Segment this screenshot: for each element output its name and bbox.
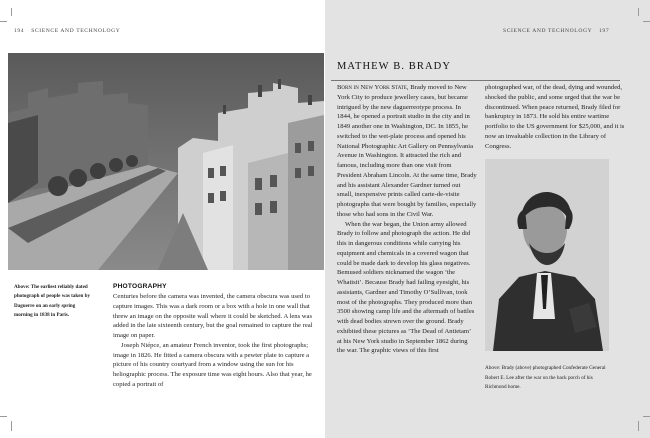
left-page-number: 194 — [14, 28, 25, 34]
photo-caption: Above: The earliest reliably dated photograph of people was taken by Daguerre on an early spring morning in 1838 in Paris. — [14, 284, 90, 319]
title-rule — [331, 80, 620, 81]
brady-column-1 — [337, 83, 477, 356]
crop-mark — [643, 416, 650, 417]
paragraph: When the war began, the Union army allowed Brady to follow and photograph the action. He did this in dangerous conditions while carrying his equipment and chemicals in a covered wagon that could be made dark to develop his glass negatives. Bemused soldiers nicknamed the wagon ‘the Whatisit’. Because Brady had failing eyesight, his assistants, Gardner and Timothy O’Sullivan, took most of the photographs. They produced more than 3500 showing camp life and the aftermath of battles with dead bodies strewn over the ground. Brady exhibited these pictures as ‘The Dead of Antietam’ at his New York studio in September 1862 during the war. The graphic views of this first — [337, 220, 475, 355]
daguerre-street-photograph — [8, 53, 324, 270]
portrait-graphic — [485, 159, 609, 351]
left-running-head — [14, 28, 120, 34]
boulevard-scene-graphic — [8, 53, 324, 270]
crop-mark — [11, 8, 12, 16]
crop-mark — [638, 8, 639, 16]
right-page-number: 197 — [599, 28, 610, 34]
left-running-title: SCIENCE AND TECHNOLOGY — [31, 28, 121, 34]
brady-column-2 — [485, 83, 625, 151]
paragraph: photographed war, of the dead, dying and wounded, shocked the public, and some urged that the war be discontinued. When peace returned, Brady filed for bankruptcy in 1873. He sold his entire wartime portfolio to the US government for $25,000, and it is now an invaluable collection in the Library of Congress. — [485, 84, 625, 150]
paragraph: Centuries before the camera was invented, the camera obscura was used to capture images. This was a dark room or a box with a hole in one wall that threw an image on the opposite wall where it could be sketched. A lens was added in the late sixteenth century, but the goal remained to capture the real image on paper. — [113, 293, 313, 339]
paragraph: Joseph Niépce, an amateur French inventor, took the first photographs; image in 1826. He fitted a camera obscura with a pewter plate to capture a picture of his country courtyard from a window using the sun for his heliographic process. The exposure time was eight hours. Also that year, he copied a portrait of — [113, 341, 312, 388]
brady-portrait-photograph — [485, 159, 609, 351]
paragraph — [337, 83, 477, 220]
portrait-caption: Above: Brady (above) photographed Confederate General Robert E. Lee after the war on the back porch of his Richmond home. — [485, 365, 606, 391]
section-heading-photography: PHOTOGRAPHY — [113, 283, 167, 290]
crop-mark — [643, 21, 650, 22]
photography-body — [113, 292, 321, 390]
crop-mark — [638, 421, 639, 431]
crop-mark — [0, 416, 7, 417]
right-running-title: SCIENCE AND TECHNOLOGY — [503, 28, 593, 34]
article-title: MATHEW B. BRADY — [337, 61, 452, 72]
lead-in: Born in New York State, — [337, 84, 409, 91]
crop-mark — [0, 21, 7, 22]
right-running-head — [503, 28, 609, 34]
crop-mark — [11, 421, 12, 431]
paragraph-text: Brady moved to New York City to produce jewellery cases, but became intrigued by the new daguerreotype process. In 1844, he opened a portrait studio in the city and in 1849 another one in Washington, DC. In 1855, he switched to the wet-plate process and opened his National Photographic Art Gallery on Pennsylvania Avenue in Washington. It attracted the rich and famous, including more than one visit from President Abraham Lincoln. At the same time, Brady and his assistant Alexander Gardner turned out small, inexpensive prints called carte-de-visite photographs that were bought by families, especially those who had sons in the Civil War. — [337, 84, 477, 218]
